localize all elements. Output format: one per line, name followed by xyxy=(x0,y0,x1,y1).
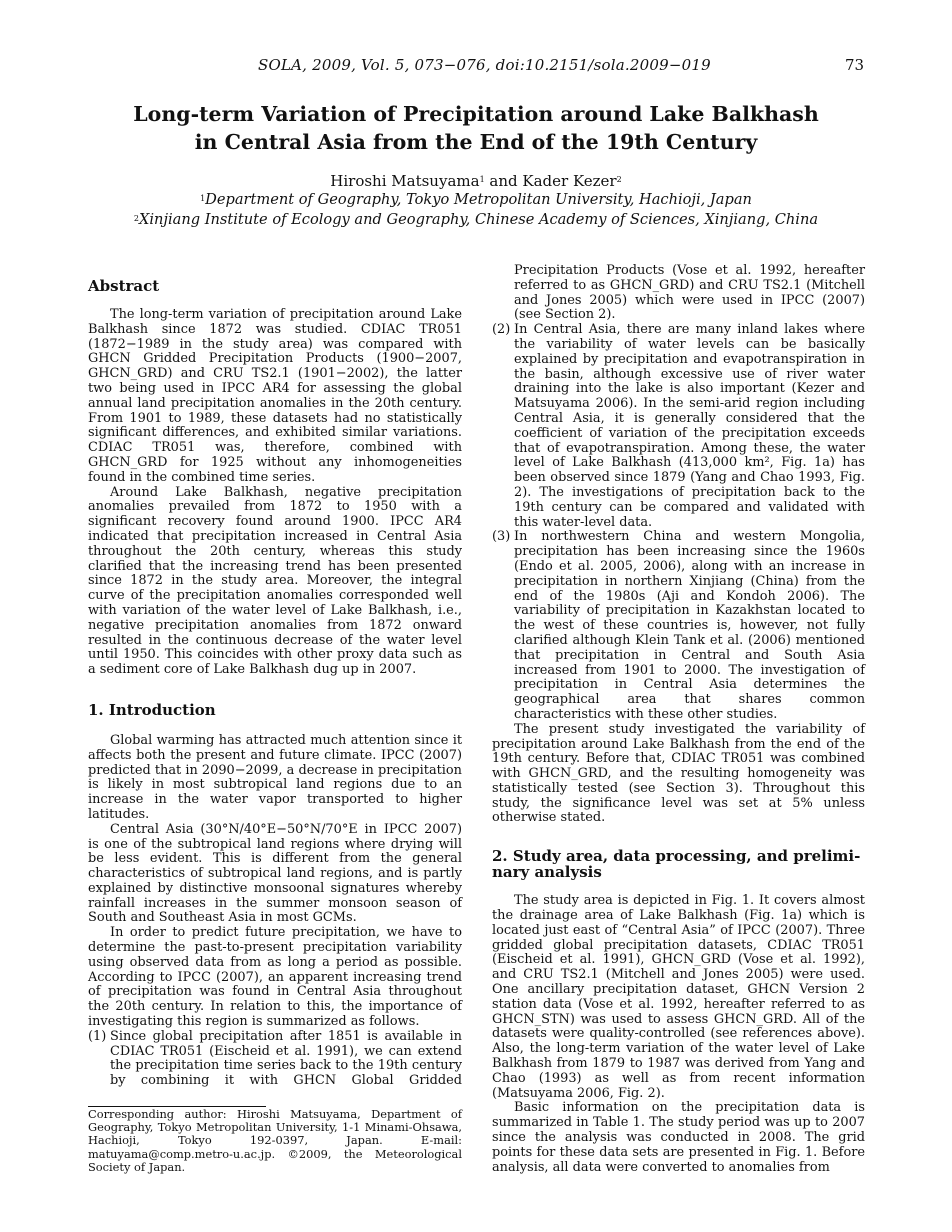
section-2-heading-line-2: nary analysis xyxy=(492,863,602,882)
affiliation-2-mark: 2 xyxy=(133,214,139,223)
list-item-1-number: (1) xyxy=(88,1028,107,1044)
intro-paragraph-4: The present study investigated the variability of precipitation around Lake Balkhash from the end of the 19th century. Before that, CDIAC TR051 was combined with GHCN_GRD, and the resulting homogeneity was statistically tested (see Section 3). Throughout this study, the significance level was set at 5% unless otherwise stated. xyxy=(492,721,865,826)
affiliation-1-mark: 1 xyxy=(200,194,206,203)
section-2-heading xyxy=(492,848,865,880)
title-line-1: Long-term Variation of Precipitation around Lake Balkhash xyxy=(133,102,819,126)
running-header xyxy=(0,56,952,78)
author-1: Hiroshi Matsuyama xyxy=(330,172,480,190)
author-list xyxy=(0,171,952,191)
list-item-1-text-start: Since global precipitation after 1851 is available in CDIAC TR051 (Eischeid et al. 1991), we can extend the precipitation time series back to the 19th century by combining it with GHCN Global Gridded xyxy=(110,1028,462,1089)
title-line-2: in Central Asia from the End of the 19th Century xyxy=(194,130,758,154)
affiliation-1-text: Department of Geography, Tokyo Metropolitan University, Hachioji, Japan xyxy=(205,191,752,208)
corresponding-author-footnote: Corresponding author: Hiroshi Matsuyama, Department of Geography, Tokyo Metropolitan University, 1-1 Minami-Ohsawa, Hachioji, Tokyo 192-0397, Japan. E-mail: matuyama@comp.metro-u.ac.jp. ©2009, the Meteorological Society of Japan. xyxy=(88,1107,462,1174)
section-2-heading-line-1: 2. Study area, data processing, and prelimi- xyxy=(492,847,861,866)
list-item-1-text-end: Precipitation Products (Vose et al. 1992, hereafter referred to as GHCN_GRD) and CRU TS2.1 (Mitchell and Jones 2005) which were used in IPCC (2007) (see Section 2). xyxy=(514,263,865,323)
list-item-1-continued xyxy=(492,264,865,323)
intro-paragraph-1: Global warming has attracted much attention since it affects both the present and future climate. IPCC (2007) predicted that in 2090−2099, a decrease in precipitation is likely in most subtropical land regions due to an increase in the water vapor transported to higher latitudes. xyxy=(88,732,462,822)
list-item-2-number: (2) xyxy=(492,322,511,338)
list-item-3 xyxy=(492,530,865,722)
list-item-1 xyxy=(88,1030,462,1089)
left-column xyxy=(88,278,462,1089)
author-1-affil-mark: 1 xyxy=(479,175,485,184)
page-number: 73 xyxy=(845,56,865,74)
affiliation-2-text: Xinjiang Institute of Ecology and Geography, Chinese Academy of Sciences, Xinjiang, China xyxy=(139,211,819,228)
author-2: Kader Kezer xyxy=(522,172,617,190)
author-conjunction: and xyxy=(484,172,523,190)
author-2-affil-mark: 2 xyxy=(616,175,622,184)
list-item-3-text: In northwestern China and western Mongolia, precipitation has been increasing since the 1960s (Endo et al. 2005, 2006), along with an increase in precipitation in northern Xinjiang (China) from the end of the 1980s (Aji and Kondoh 2006). The variability of precipitation in Kazakhstan located to the west of these countries is, however, not fully clarified although Klein Tank et al. (2006) mentioned that precipitation in Central and South Asia increased from 1901 to 2000. The investigation of precipitation in Central Asia determines the geographical area that shares common characteristics with these other studies. xyxy=(514,529,865,722)
section-1-heading: 1. Introduction xyxy=(88,700,216,719)
journal-citation: SOLA, 2009, Vol. 5, 073−076, doi:10.2151/sola.2009−019 xyxy=(258,56,711,74)
abstract-paragraph-2: Around Lake Balkhash, negative precipitation anomalies prevailed from 1872 to 1950 with a significant recovery found around 1900. IPCC AR4 indicated that precipitation increased in Central Asia throughout the 20th century, whereas this study clarified that the increasing trend has been presented since 1872 in the study area. Moreover, the integral curve of the precipitation anomalies corresponded well with variation of the water level of Lake Balkhash, i.e., negative precipitation anomalies from 1872 onward resulted in the continuous decrease of the water level until 1950. This coincides with other proxy data such as a sediment core of Lake Balkhash dug up in 2007. xyxy=(88,484,462,678)
paper-title xyxy=(0,100,952,156)
right-column xyxy=(492,264,865,1175)
intro-paragraph-2: Central Asia (30°N/40°E−50°N/70°E in IPCC 2007) is one of the subtropical land regions where drying will be less evident. This is different from the general characteristics of subtropical land regions, and is partly explained by distinctive monsoonal signatures whereby rainfall increases in the summer monsoon season of South and Southeast Asia in most GCMs. xyxy=(88,821,462,926)
abstract-paragraph-1: The long-term variation of precipitation around Lake Balkhash since 1872 was studied. CDIAC TR051 (1872−1989 in the study area) was compared with GHCN Gridded Precipitation Products (1900−2007, GHCN_GRD) and CRU TS2.1 (1901−2002), the latter two being used in IPCC AR4 for assessing the global annual land precipitation anomalies in the 20th century. From 1901 to 1989, these datasets had no statistically significant differences, and exhibited similar variations. CDIAC TR051 was, therefore, combined with GHCN_GRD for 1925 without any inhomogeneities found in the combined time series. xyxy=(88,307,462,485)
list-item-2 xyxy=(492,323,865,530)
intro-paragraph-3: In order to predict future precipitation, we have to determine the past-to-present precipitation variability using observed data from as long a period as possible. According to IPCC (2007), an apparent increasing trend of precipitation was found in Central Asia throughout the 20th century. In relation to this, the importance of investigating this region is summarized as follows. xyxy=(88,925,462,1030)
section-2-paragraph-2: Basic information on the precipitation data is summarized in Table 1. The study period was up to 2007 since the analysis was conducted in 2008. The grid points for these data sets are presented in Fig. 1. Before analysis, all data were converted to anomalies from xyxy=(492,1100,865,1175)
section-2-paragraph-1: The study area is depicted in Fig. 1. It covers almost the drainage area of Lake Balkhash (Fig. 1a) which is located just east of “Central Asia” of IPCC (2007). Three gridded global precipitation datasets, CDIAC TR051 (Eischeid et al. 1991), GHCN_GRD (Vose et al. 1992), and CRU TS2.1 (Mitchell and Jones 2005) were used. One ancillary precipitation dataset, GHCN Version 2 station data (Vose et al. 1992, hereafter referred to as GHCN_STN) was used to assess GHCN_GRD. All of the datasets were quality-controlled (see references above). Also, the long-term variation of the water level of Lake Balkhash from 1879 to 1987 was derived from Yang and Chao (1993) as well as from recent information (Matsuyama 2006, Fig. 2). xyxy=(492,893,865,1101)
list-item-2-text: In Central Asia, there are many inland lakes where the variability of water levels can be basically explained by precipitation and evapotranspiration in the basin, although excessive use of river water draining into the lake is also important (Kezer and Matsuyama 2006). In the semi-arid region including Central Asia, it is generally considered that the coefficient of variation of the precipitation exceeds that of evapotranspiration. Among these, the water level of Lake Balkhash (413,000 km², Fig. 1a) has been observed since 1879 (Yang and Chao 1993, Fig. 2). The investigations of precipitation back to the 19th century can be compared and validated with this water-level data. xyxy=(514,322,865,530)
abstract-heading: Abstract xyxy=(88,277,160,295)
affiliation-1 xyxy=(0,190,952,210)
affiliation-2 xyxy=(0,210,952,230)
list-item-3-number: (3) xyxy=(492,529,511,545)
